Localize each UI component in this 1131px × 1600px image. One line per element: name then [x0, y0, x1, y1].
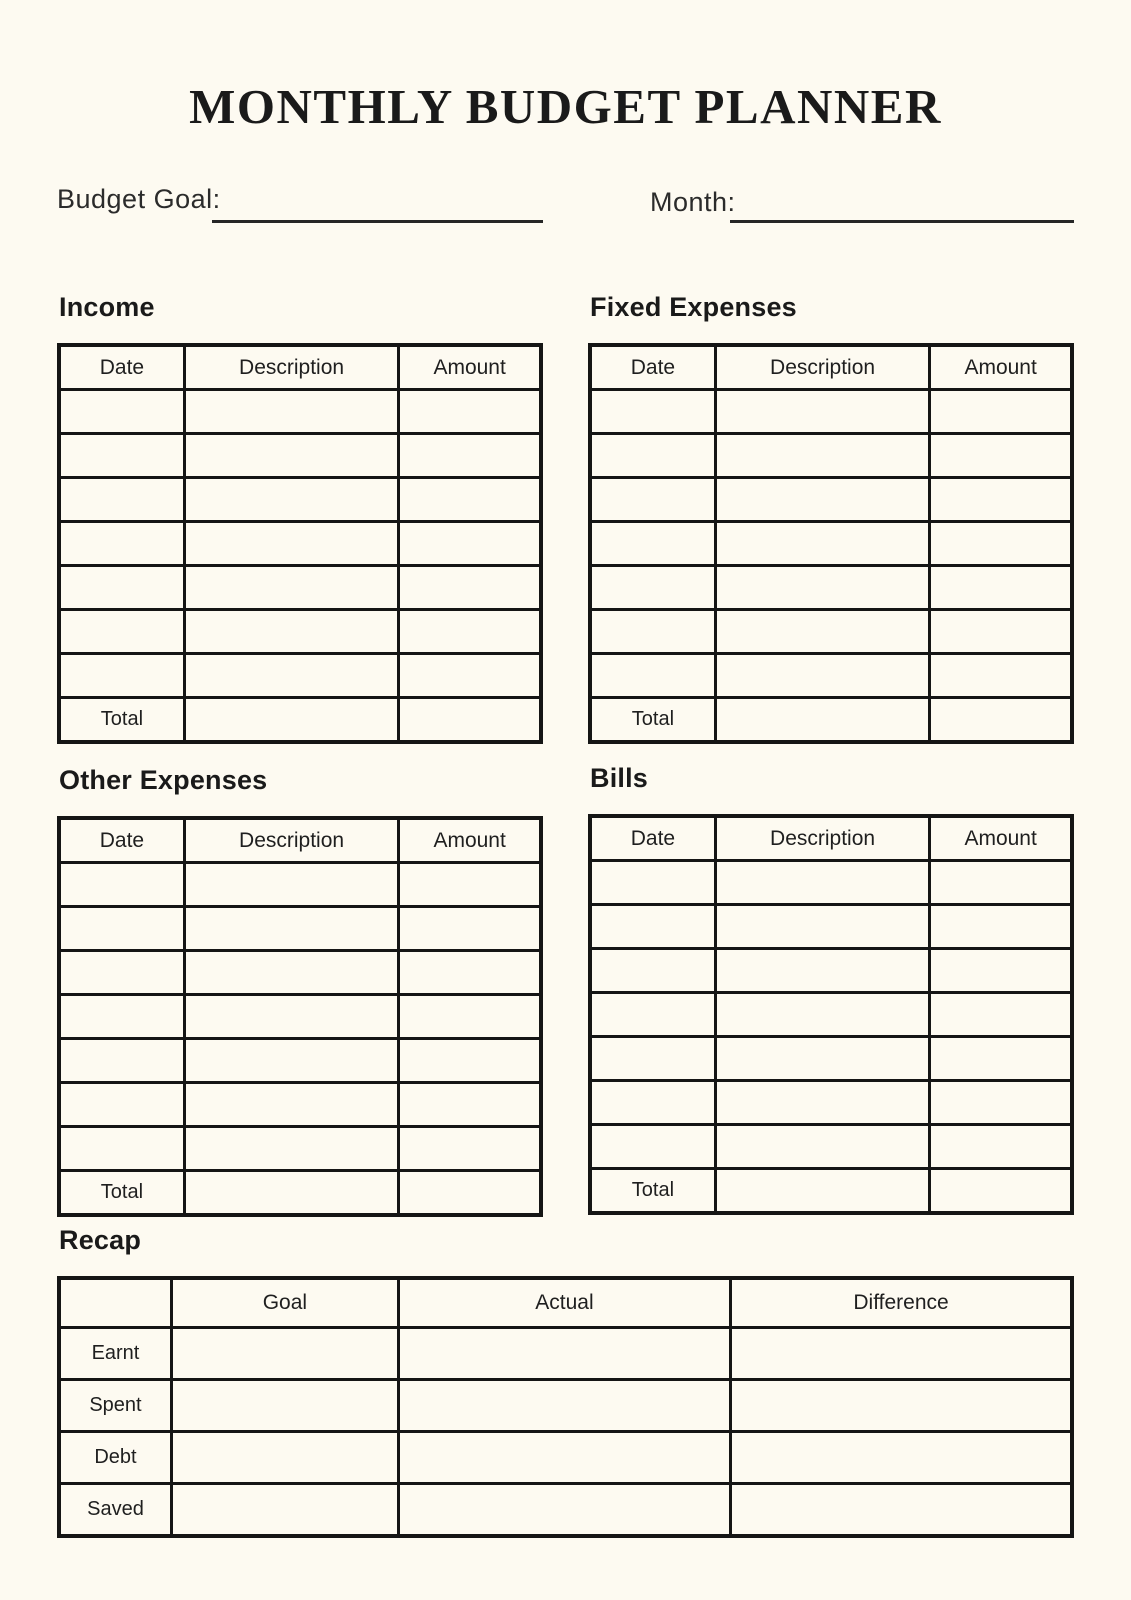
total-amount-cell[interactable]: [399, 698, 541, 743]
table-row: [590, 610, 1072, 654]
description-cell[interactable]: [715, 949, 929, 993]
total-row: [59, 698, 541, 743]
table-row: [59, 1484, 1072, 1537]
difference-cell[interactable]: [731, 1380, 1072, 1432]
table-row: [59, 478, 541, 522]
date-cell[interactable]: [590, 861, 715, 905]
date-cell[interactable]: [590, 949, 715, 993]
total-description-cell[interactable]: [184, 1171, 398, 1216]
description-cell[interactable]: [715, 610, 929, 654]
description-cell[interactable]: [715, 566, 929, 610]
total-description-cell[interactable]: [715, 698, 929, 743]
total-label: Total: [59, 698, 184, 743]
date-cell[interactable]: [59, 434, 184, 478]
actual-cell[interactable]: [398, 1328, 730, 1380]
description-cell[interactable]: [184, 610, 398, 654]
description-cell[interactable]: [184, 951, 398, 995]
description-cell[interactable]: [715, 905, 929, 949]
recap-heading: Recap: [59, 1225, 142, 1255]
total-label: Total: [590, 698, 715, 743]
total-description-cell[interactable]: [184, 698, 398, 743]
column-header: Date: [590, 345, 715, 390]
description-cell[interactable]: [184, 434, 398, 478]
description-cell[interactable]: [184, 566, 398, 610]
description-cell[interactable]: [184, 1083, 398, 1127]
table-row: [59, 995, 541, 1039]
table-row: [590, 949, 1072, 993]
table-row: [59, 1328, 1072, 1380]
recap-table: [57, 1276, 1074, 1538]
date-cell[interactable]: [590, 434, 715, 478]
difference-cell[interactable]: [731, 1432, 1072, 1484]
date-cell[interactable]: [590, 478, 715, 522]
header-row: [590, 816, 1072, 861]
section-income: [57, 291, 543, 744]
description-cell[interactable]: [715, 993, 929, 1037]
description-cell[interactable]: [184, 478, 398, 522]
date-cell[interactable]: [590, 522, 715, 566]
table-row: [590, 434, 1072, 478]
section-fixed-expenses: [588, 291, 1074, 744]
column-header: Difference: [731, 1278, 1072, 1328]
table-row: [59, 1432, 1072, 1484]
total-amount-cell[interactable]: [399, 1171, 541, 1216]
column-header: Amount: [399, 345, 541, 390]
amount-cell[interactable]: [399, 907, 541, 951]
date-cell[interactable]: [59, 522, 184, 566]
table-row: [590, 522, 1072, 566]
amount-cell[interactable]: [399, 478, 541, 522]
date-cell[interactable]: [59, 390, 184, 434]
section-other-expenses: [57, 764, 543, 1217]
header-row: [59, 1278, 1072, 1328]
date-cell[interactable]: [59, 1127, 184, 1171]
date-cell[interactable]: [590, 566, 715, 610]
table-row: [59, 522, 541, 566]
column-header: Description: [184, 345, 398, 390]
amount-cell[interactable]: [930, 610, 1072, 654]
amount-cell[interactable]: [930, 1037, 1072, 1081]
date-cell[interactable]: [590, 1125, 715, 1169]
table-row: [590, 566, 1072, 610]
description-cell[interactable]: [184, 654, 398, 698]
total-row: [59, 1171, 541, 1216]
amount-cell[interactable]: [930, 478, 1072, 522]
column-header: Date: [590, 816, 715, 861]
table-row: [590, 1037, 1072, 1081]
table-row: [590, 654, 1072, 698]
date-cell[interactable]: [590, 1081, 715, 1125]
table-row: [59, 907, 541, 951]
amount-cell[interactable]: [399, 995, 541, 1039]
date-cell[interactable]: [590, 654, 715, 698]
fixed-expenses-table: [588, 343, 1074, 744]
table-row: [59, 610, 541, 654]
table-row: [59, 566, 541, 610]
amount-cell[interactable]: [399, 390, 541, 434]
table-row: [59, 1083, 541, 1127]
total-label: Total: [590, 1169, 715, 1214]
amount-cell[interactable]: [930, 654, 1072, 698]
amount-cell[interactable]: [399, 1127, 541, 1171]
total-amount-cell[interactable]: [930, 1169, 1072, 1214]
amount-cell[interactable]: [930, 993, 1072, 1037]
amount-cell[interactable]: [930, 861, 1072, 905]
table-row: [59, 1127, 541, 1171]
amount-cell[interactable]: [930, 390, 1072, 434]
column-header: Description: [715, 816, 929, 861]
date-cell[interactable]: [59, 654, 184, 698]
actual-cell[interactable]: [398, 1484, 730, 1537]
amount-cell[interactable]: [399, 1039, 541, 1083]
table-row: [590, 905, 1072, 949]
description-cell[interactable]: [715, 390, 929, 434]
column-header: Goal: [171, 1278, 398, 1328]
date-cell[interactable]: [590, 390, 715, 434]
description-cell[interactable]: [715, 654, 929, 698]
page-title: MONTHLY BUDGET PLANNER: [189, 79, 942, 134]
table-row: [59, 1039, 541, 1083]
amount-cell[interactable]: [399, 434, 541, 478]
goal-cell[interactable]: [171, 1380, 398, 1432]
table-row: [590, 1081, 1072, 1125]
table-row: [59, 654, 541, 698]
other-expenses-heading: Other Expenses: [59, 765, 268, 795]
column-header: Description: [184, 818, 398, 863]
description-cell[interactable]: [715, 1125, 929, 1169]
header-row: [59, 345, 541, 390]
column-header: Date: [59, 345, 184, 390]
total-amount-cell[interactable]: [930, 698, 1072, 743]
budget-goal-field[interactable]: [212, 220, 543, 223]
date-cell[interactable]: [59, 995, 184, 1039]
amount-cell[interactable]: [930, 1081, 1072, 1125]
amount-cell[interactable]: [930, 434, 1072, 478]
table-row: [590, 390, 1072, 434]
amount-cell[interactable]: [399, 566, 541, 610]
amount-cell[interactable]: [930, 522, 1072, 566]
description-cell[interactable]: [715, 434, 929, 478]
description-cell[interactable]: [184, 863, 398, 907]
date-cell[interactable]: [59, 610, 184, 654]
column-header: Amount: [399, 818, 541, 863]
date-cell[interactable]: [590, 610, 715, 654]
column-header: Amount: [930, 345, 1072, 390]
table-row: [590, 861, 1072, 905]
bills-table: [588, 814, 1074, 1215]
date-cell[interactable]: [590, 905, 715, 949]
total-row: [590, 1169, 1072, 1214]
goal-cell[interactable]: [171, 1432, 398, 1484]
description-cell[interactable]: [184, 1039, 398, 1083]
other-expenses-table: [57, 816, 543, 1217]
amount-cell[interactable]: [399, 610, 541, 654]
date-cell[interactable]: [59, 1039, 184, 1083]
budget-goal-label: Budget Goal:: [57, 184, 221, 214]
total-row: [590, 698, 1072, 743]
amount-cell[interactable]: [399, 951, 541, 995]
corner-cell: [59, 1278, 171, 1328]
description-cell[interactable]: [715, 522, 929, 566]
date-cell[interactable]: [590, 993, 715, 1037]
amount-cell[interactable]: [930, 949, 1072, 993]
amount-cell[interactable]: [399, 522, 541, 566]
description-cell[interactable]: [715, 478, 929, 522]
description-cell[interactable]: [715, 1081, 929, 1125]
description-cell[interactable]: [184, 995, 398, 1039]
table-row: [590, 1125, 1072, 1169]
date-cell[interactable]: [59, 951, 184, 995]
difference-cell[interactable]: [731, 1484, 1072, 1537]
difference-cell[interactable]: [731, 1328, 1072, 1380]
amount-cell[interactable]: [399, 863, 541, 907]
income-table: [57, 343, 543, 744]
column-header: Actual: [398, 1278, 730, 1328]
actual-cell[interactable]: [398, 1432, 730, 1484]
row-label: Spent: [59, 1380, 171, 1432]
goal-cell[interactable]: [171, 1484, 398, 1537]
description-cell[interactable]: [184, 522, 398, 566]
date-cell[interactable]: [59, 566, 184, 610]
total-description-cell[interactable]: [715, 1169, 929, 1214]
header-row: [590, 345, 1072, 390]
column-header: Amount: [930, 816, 1072, 861]
bills-heading: Bills: [590, 763, 649, 793]
total-label: Total: [59, 1171, 184, 1216]
amount-cell[interactable]: [930, 905, 1072, 949]
description-cell[interactable]: [184, 907, 398, 951]
amount-cell[interactable]: [399, 1083, 541, 1127]
amount-cell[interactable]: [399, 654, 541, 698]
month-field[interactable]: [730, 220, 1074, 223]
table-row: [59, 434, 541, 478]
row-label: Earnt: [59, 1328, 171, 1380]
date-cell[interactable]: [59, 863, 184, 907]
section-bills: [588, 762, 1074, 1215]
table-row: [59, 1380, 1072, 1432]
actual-cell[interactable]: [398, 1380, 730, 1432]
description-cell[interactable]: [715, 861, 929, 905]
date-cell[interactable]: [59, 478, 184, 522]
description-cell[interactable]: [184, 390, 398, 434]
row-label: Debt: [59, 1432, 171, 1484]
column-header: Description: [715, 345, 929, 390]
date-cell[interactable]: [59, 907, 184, 951]
income-heading: Income: [59, 292, 155, 322]
column-header: Date: [59, 818, 184, 863]
description-cell[interactable]: [184, 1127, 398, 1171]
month-label: Month:: [650, 187, 736, 217]
goal-cell[interactable]: [171, 1328, 398, 1380]
date-cell[interactable]: [59, 1083, 184, 1127]
row-label: Saved: [59, 1484, 171, 1537]
description-cell[interactable]: [715, 1037, 929, 1081]
amount-cell[interactable]: [930, 1125, 1072, 1169]
amount-cell[interactable]: [930, 566, 1072, 610]
date-cell[interactable]: [590, 1037, 715, 1081]
table-row: [59, 951, 541, 995]
table-row: [590, 478, 1072, 522]
section-recap: [57, 1224, 1074, 1538]
table-row: [59, 863, 541, 907]
table-row: [590, 993, 1072, 1037]
header-row: [59, 818, 541, 863]
table-row: [59, 390, 541, 434]
fixed-expenses-heading: Fixed Expenses: [590, 292, 797, 322]
